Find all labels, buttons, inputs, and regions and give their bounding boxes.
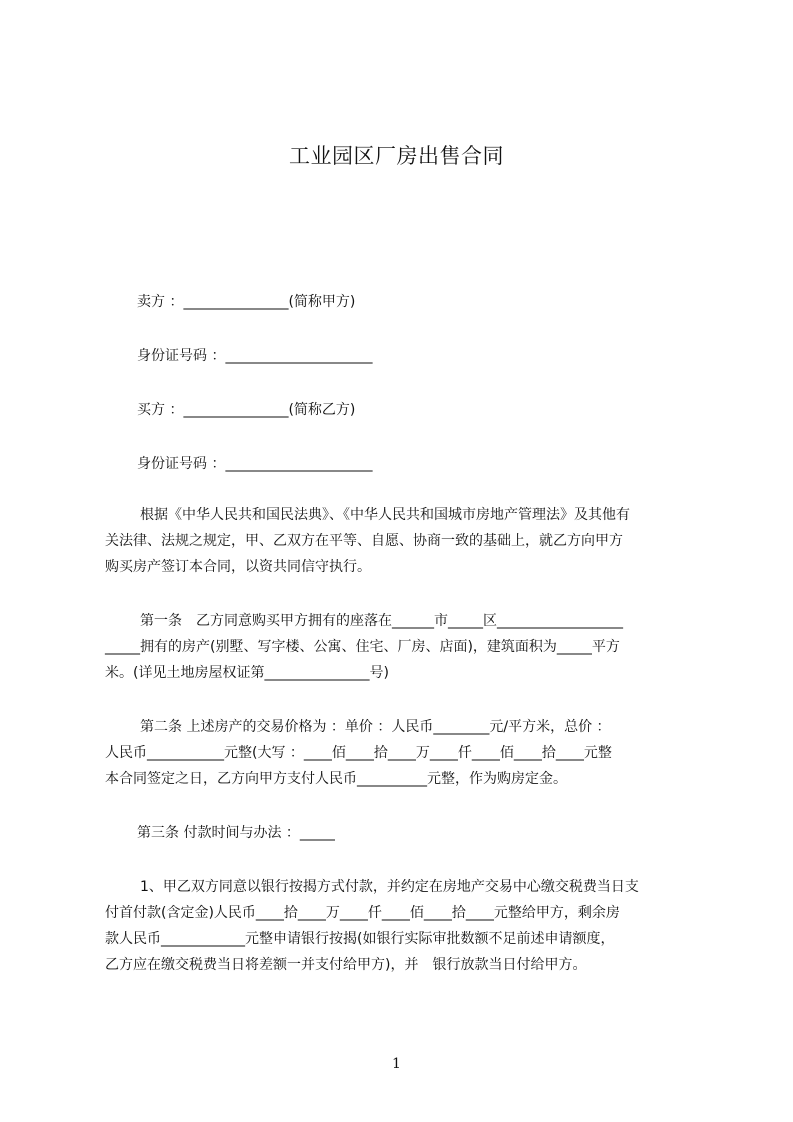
seller-field: 卖方 ：_______________(简称甲方) — [137, 294, 356, 310]
preamble-paragraph — [105, 502, 705, 580]
paragraph-line: 米。(详见土地房屋权证第_______________号) — [105, 665, 389, 681]
buyer-id-field: 身份证号码 ：_____________________ — [137, 456, 373, 472]
page-number: 1 — [392, 1056, 401, 1072]
seller-id-field: 身份证号码 ：_____________________ — [137, 348, 373, 364]
paragraph-line: 款人民币____________元整申请银行按揭(如银行实际审批数额不足前述申请额度， — [105, 931, 615, 947]
payment-clause-paragraph — [105, 874, 705, 978]
article-3-paragraph — [105, 820, 705, 846]
paragraph-line: 第二条 上述房产的交易价格为 ：单价 ：人民币________元/平方米，总价 ： — [140, 719, 611, 735]
paragraph-line: 付首付款(含定金)人民币____拾____万____仟____佰____拾____元整给甲方，剩余房 — [105, 905, 620, 921]
article-2-paragraph — [105, 714, 705, 792]
paragraph-line: _____拥有的房产(别墅、写字楼、公寓、住宅、厂房、店面)，建筑面积为_____平方 — [105, 639, 620, 655]
paragraph-line: 第三条 付款时间与办法 ：_____ — [137, 825, 335, 841]
paragraph-line: 根据《中华人民共和国民法典》、《中华人民共和国城市房地产管理法》及其他有 — [140, 507, 630, 523]
buyer-field: 买方 ：_______________(简称乙方) — [137, 402, 356, 418]
paragraph-line: 购买房产签订本合同，以资共同信守执行。 — [105, 559, 371, 575]
paragraph-line: 第一条 乙方同意购买甲方拥有的座落在______市_____区__________________ — [140, 613, 623, 629]
paragraph-line: 乙方应在缴交税费当日将差额一并支付给甲方)，并 银行放款当日付给甲方。 — [105, 957, 587, 973]
article-1-paragraph — [105, 608, 705, 686]
paragraph-line: 本合同签定之日，乙方向甲方支付人民币__________元整，作为购房定金。 — [105, 771, 567, 787]
paragraph-line: 1、甲乙双方同意以银行按揭方式付款，并约定在房地产交易中心缴交税费当日支 — [140, 879, 639, 895]
document-title: 工业园区厂房出售合同 — [289, 144, 504, 168]
paragraph-line: 人民币___________元整(大写 ：____佰____拾____万____仟____佰____拾____元整 — [105, 745, 612, 761]
paragraph-line: 关法律、法规之规定，甲、乙双方在平等、自愿、协商一致的基础上，就乙方向甲方 — [105, 533, 623, 549]
